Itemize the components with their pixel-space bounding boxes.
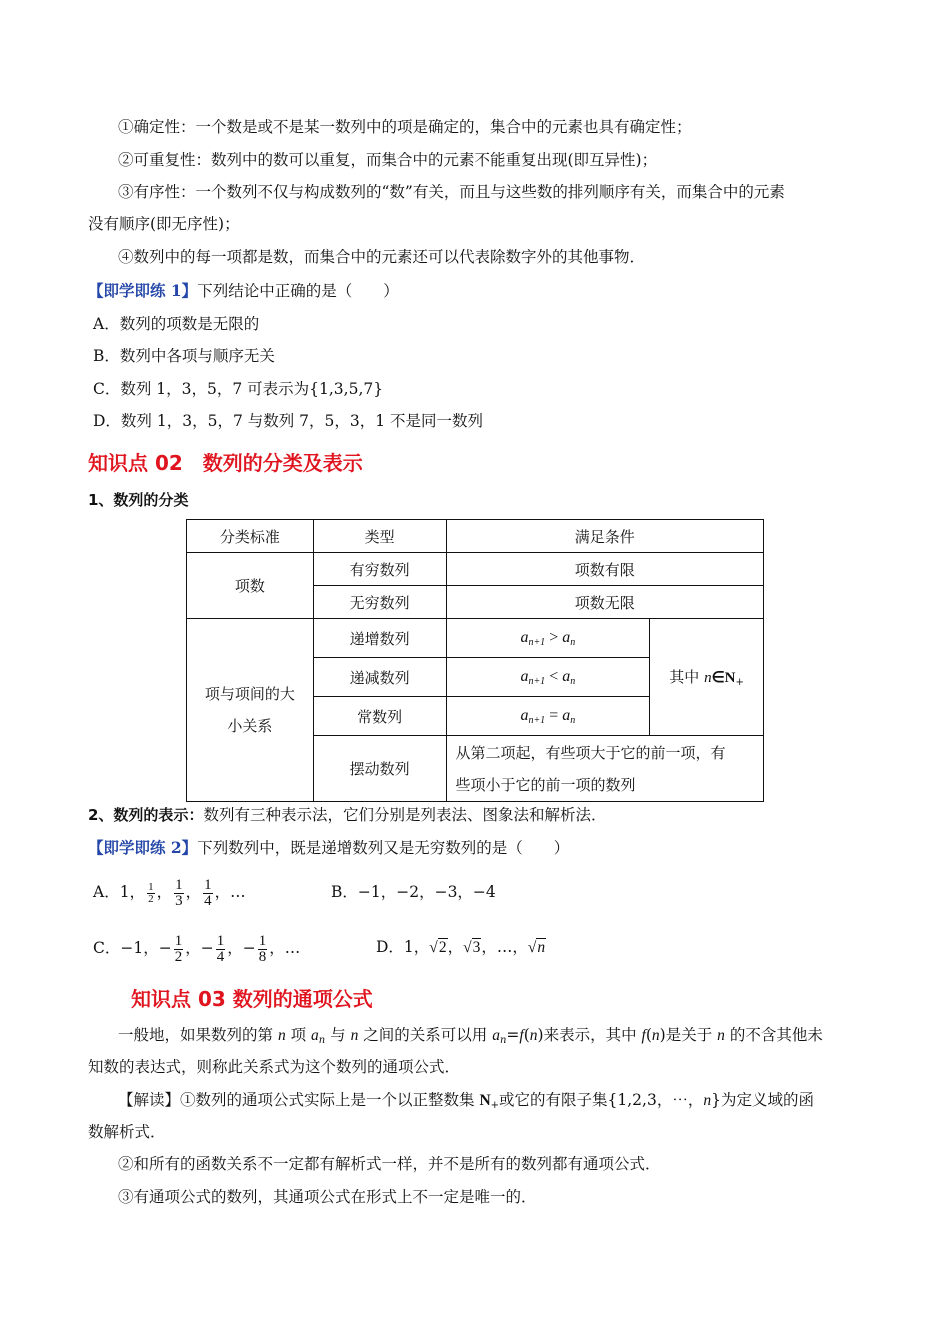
var-n: n	[651, 1027, 660, 1044]
subscript: n	[570, 636, 576, 648]
type-finite: 有穷数列	[313, 553, 446, 586]
frac-num: 1	[148, 880, 154, 893]
text: 一般地，如果数列的第	[118, 1026, 278, 1044]
radicand: 2	[438, 939, 447, 956]
symbol-a: a	[562, 706, 571, 724]
exercise2-text: 下列数列中，既是递增数列又是无穷数列的是（ ）	[197, 839, 570, 857]
section-03-title: 知识点 03 数列的通项公式	[131, 987, 373, 1011]
operator-eq: =	[545, 706, 563, 724]
frac-num: 1	[174, 932, 183, 949]
exercise1-option-a: A．数列的项数是无限的	[93, 315, 260, 333]
exercise2-option-c	[93, 926, 300, 970]
var-f: f	[519, 1027, 524, 1044]
cond-constant	[446, 697, 650, 736]
text: 或它的有限子集{1,2,3，⋯，	[499, 1091, 704, 1109]
note-var: n	[704, 670, 712, 686]
frac-den: 3	[175, 892, 183, 909]
minus: −	[242, 939, 256, 957]
exercise1-tag: 【即学即练 1】	[88, 281, 198, 300]
exercise2-option-b: B．−1，−2，−3，−4	[331, 883, 496, 901]
subscript: n	[318, 1035, 326, 1046]
var-f: f	[641, 1027, 646, 1044]
text: 与	[325, 1026, 351, 1044]
text: 的不含其他未	[724, 1026, 823, 1044]
radicand: n	[537, 939, 546, 956]
sep: ，	[227, 939, 243, 957]
text: )是关于	[659, 1026, 718, 1044]
subscript: n	[570, 675, 576, 687]
fraction-half	[147, 882, 155, 905]
note-suffix: ∈N	[711, 670, 736, 686]
interpretation-line2: 数解析式．	[88, 1123, 166, 1141]
paragraph-order-line2: 没有顺序(即无序性)；	[88, 215, 240, 233]
type-decreasing: 递减数列	[313, 658, 446, 697]
fraction-eighth	[258, 934, 268, 965]
paragraph-determinacy: ①确定性：一个数是或不是某一数列中的项是确定的，集合中的元素也具有确定性；	[118, 118, 692, 136]
exercise2-option-d	[376, 937, 546, 958]
type-oscillating: 摆动数列	[313, 736, 446, 802]
paragraph-order-line1: ③有序性：一个数列不仅与构成数列的“数”有关，而且与这些数的排列顺序有关，而集合中的元素	[118, 183, 785, 201]
classification-heading: 1、数列的分类	[88, 491, 189, 509]
fraction-quarter	[203, 878, 213, 909]
var-n: n	[277, 1027, 286, 1044]
frac-num: 1	[216, 932, 225, 949]
table-row	[187, 619, 764, 658]
symbol-a: a	[520, 667, 529, 685]
type-constant: 常数列	[313, 697, 446, 736]
text: =	[506, 1026, 520, 1044]
formula-definition-line1	[118, 1025, 823, 1051]
text: (	[523, 1026, 530, 1044]
text: 之间的关系可以用	[358, 1026, 493, 1044]
frac-num: 1	[175, 876, 183, 893]
set-N: N	[479, 1092, 491, 1109]
type-infinite: 无穷数列	[313, 586, 446, 619]
subscript: n+1	[528, 675, 546, 687]
classification-table	[186, 519, 764, 802]
subscript: n+1	[528, 714, 546, 726]
text: 【解读】①数列的通项公式实际上是一个以正整数集	[118, 1091, 480, 1109]
cond-infinite: 项数无限	[446, 586, 763, 619]
type-increasing: 递增数列	[313, 619, 446, 658]
symbol-a: a	[520, 628, 529, 646]
representation-line	[88, 805, 606, 825]
symbol-a: a	[562, 628, 571, 646]
sep: ，	[214, 883, 231, 901]
criterion-size	[187, 619, 314, 802]
cond-finite: 项数有限	[446, 553, 763, 586]
operator-lt: <	[545, 667, 563, 685]
note-n-positive	[650, 619, 764, 736]
osc-line2: 些项小于它的前一项的数列	[455, 775, 636, 794]
sep: ，	[447, 938, 464, 956]
fraction-quarter	[216, 934, 226, 965]
interpretation-point2: ②和所有的函数关系不一定都有解析式一样，并不是所有的数列都有通项公式．	[118, 1155, 661, 1173]
paragraph-repeatability: ②可重复性：数列中的数可以重复，而集合中的元素不能重复出现(即互异性)；	[118, 151, 658, 169]
frac-den: 2	[174, 948, 183, 965]
header-condition: 满足条件	[446, 520, 763, 553]
sqrt-3: √3	[463, 939, 481, 956]
minus: −	[158, 939, 172, 957]
exercise1-option-c: C．数列 1，3，5，7 可表示为{1,3,5,7}	[93, 380, 384, 398]
text: )来表示，其中	[537, 1026, 642, 1044]
sep: ，	[185, 883, 202, 901]
note-prefix: 其中	[669, 668, 705, 686]
criterion-size-line1: 项与项间的大	[204, 685, 295, 703]
exercise1-option-d: D．数列 1，3，5，7 与数列 7，5，3，1 不是同一数列	[93, 412, 484, 430]
subscript: n+1	[528, 636, 546, 648]
text: (	[645, 1026, 652, 1044]
var-a: a	[492, 1027, 500, 1044]
fraction-half	[174, 934, 184, 965]
subscript: n	[570, 714, 576, 726]
note-sub: +	[735, 677, 744, 688]
exercise1-question	[88, 281, 399, 301]
subscript: n	[499, 1035, 507, 1046]
frac-den: 2	[148, 892, 154, 905]
sqrt-n: √n	[527, 939, 546, 956]
ellipsis: …	[230, 883, 246, 901]
interpretation-point3: ③有通项公式的数列，其通项公式在形式上不一定是唯一的．	[118, 1188, 537, 1206]
section-02-title: 知识点 02 数列的分类及表示	[88, 451, 363, 475]
frac-den: 8	[258, 948, 267, 965]
representation-text: 数列有三种表示法，它们分别是列表法、图象法和解析法．	[203, 806, 607, 824]
ellipsis: ，…，	[481, 938, 528, 956]
cond-increasing	[446, 619, 650, 658]
sep: ，	[185, 939, 201, 957]
cond-decreasing	[446, 658, 650, 697]
exercise2-tag: 【即学即练 2】	[88, 838, 198, 857]
header-criterion: 分类标准	[187, 520, 314, 553]
subscript: +	[490, 1100, 500, 1111]
representation-heading: 2、数列的表示：	[88, 806, 204, 824]
criterion-size-line2: 小关系	[227, 717, 273, 735]
table-row	[187, 553, 764, 586]
paragraph-elements: ④数列中的每一项都是数，而集合中的元素还可以代表除数字外的其他事物．	[118, 248, 646, 266]
text: 项	[285, 1026, 312, 1044]
var-n: n	[703, 1092, 712, 1109]
criterion-count: 项数	[187, 553, 314, 619]
frac-num: 1	[204, 876, 212, 893]
symbol-a: a	[520, 706, 529, 724]
symbol-a: a	[562, 667, 571, 685]
sqrt-2: √2	[429, 939, 447, 956]
sep: ，	[269, 939, 285, 957]
exercise1-text: 下列结论中正确的是（ ）	[197, 282, 399, 300]
ellipsis: …	[284, 939, 301, 957]
exercise1-option-b: B．数列中各项与顺序无关	[93, 347, 275, 365]
exercise2-question	[88, 838, 569, 858]
exercise2-option-a	[93, 872, 246, 912]
option-c-label: C．−1，	[93, 939, 159, 957]
frac-num: 1	[258, 932, 267, 949]
fraction-third	[174, 878, 184, 909]
var-a: a	[311, 1027, 319, 1044]
text: }为定义域的函	[711, 1091, 814, 1109]
osc-line1: 从第二项起，有些项大于它的前一项，有	[455, 743, 726, 762]
option-d-label: D．1，	[376, 938, 430, 956]
frac-den: 4	[216, 948, 225, 965]
formula-definition-line2: 知数的表达式，则称此关系式为这个数列的通项公式．	[88, 1058, 461, 1076]
operator-gt: >	[545, 628, 563, 646]
frac-den: 4	[204, 892, 212, 909]
var-n: n	[529, 1027, 538, 1044]
header-type: 类型	[313, 520, 446, 553]
var-n: n	[350, 1027, 359, 1044]
sep: ，	[156, 883, 173, 901]
minus: −	[200, 939, 214, 957]
table-header-row	[187, 520, 764, 553]
cond-oscillating	[446, 736, 763, 802]
option-a-label: A．1，	[93, 883, 146, 901]
radicand: 3	[472, 939, 481, 956]
interpretation-line1	[118, 1090, 814, 1116]
var-n: n	[717, 1027, 725, 1044]
